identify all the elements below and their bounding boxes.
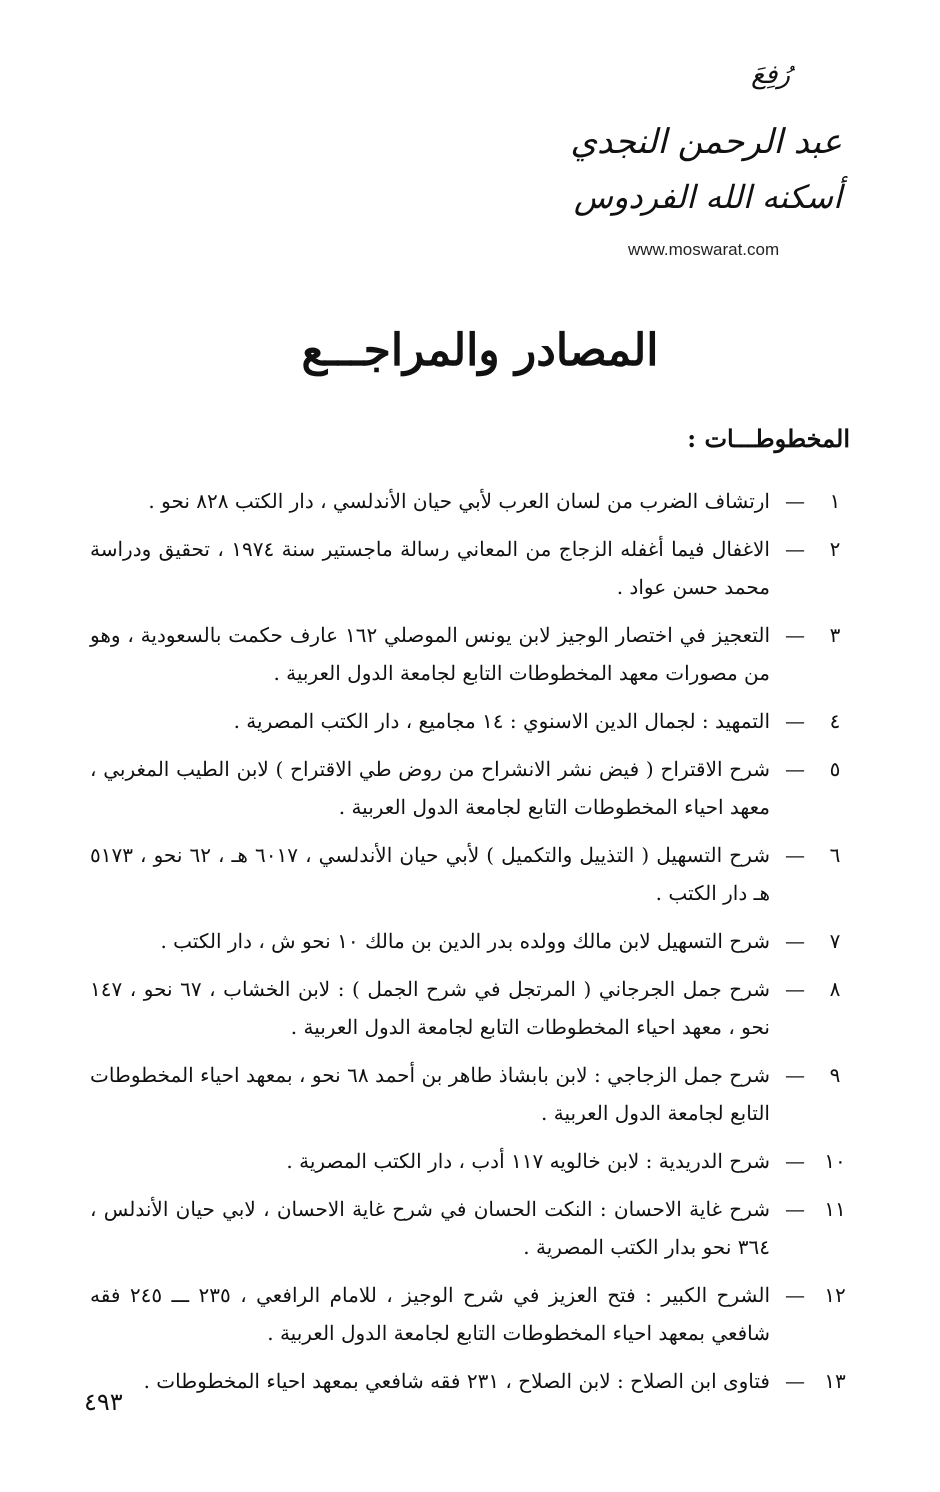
list-item [90,922,850,960]
entry-number: ٩ [829,1063,841,1087]
list-item [90,1056,850,1132]
list-item [90,750,850,826]
entry-text: شرح جمل الجرجاني ( المرتجل في شرح الجمل ) : لابن الخشاب ، ٦٧ نحو ، ١٤٧ نحو ، معهد احياء المخطوطات التابع لجامعة الدول العربية . [90,977,770,1039]
list-item [90,702,850,740]
entry-number: ١ [829,489,841,513]
entry-number: ٤ [829,709,841,733]
list-item [90,1362,850,1400]
entry-number: ١١ [824,1197,846,1221]
manuscript-list [90,482,850,1410]
entry-dash: — [785,1197,805,1221]
entry-dash: — [785,1063,805,1087]
page-title: المصادر والمراجـــع [301,325,659,376]
entry-text: الشرح الكبير : فتح العزيز في شرح الوجيز ، للامام الرافعي ، ٢٣٥ ـــ ٢٤٥ فقه شافعي بمعهد احياء المخطوطات التابع لجامعة الدول العربية . [90,1283,770,1345]
entry-text: شرح جمل الزجاجي : لابن بابشاذ طاهر بن أحمد ٦٨ نحو ، بمعهد احياء المخطوطات التابع لجامعة الدول العربية . [90,1063,770,1125]
entry-dash: — [785,929,805,953]
stamp-name-line: عبد الرحمن النجدي [570,122,842,162]
entry-number: ٦ [829,843,841,867]
entry-number: ٢ [829,537,841,561]
entry-text: التمهيد : لجمال الدين الاسنوي : ١٤ مجاميع ، دار الكتب المصرية . [233,709,770,733]
section-heading: المخطوطـــات : [687,424,850,453]
stamp-website: www.moswarat.com [628,240,780,259]
entry-number: ٧ [829,929,841,953]
list-item [90,530,850,606]
stamp-prayer-line: أسكنه الله الفردوس [573,178,842,216]
list-item [90,1190,850,1266]
entry-text: الاغفال فيما أغفله الزجاج من المعاني رسالة ماجستير سنة ١٩٧٤ ، تحقيق ودراسة محمد حسن عواد . [90,537,770,599]
entry-dash: — [785,1149,805,1173]
entry-dash: — [785,1369,805,1393]
entry-number: ١٠ [824,1149,846,1173]
entry-dash: — [785,1283,805,1307]
entry-text: شرح التسهيل لابن مالك وولده بدر الدين بن مالك ١٠ نحو ش ، دار الكتب . [160,929,770,953]
entry-text: ارتشاف الضرب من لسان العرب لأبي حيان الأندلسي ، دار الكتب ٨٢٨ نحو . [148,489,770,513]
list-item [90,1276,850,1352]
stamp-raf-text: رُفِعَ [751,60,790,90]
entry-text: شرح الدريدية : لابن خالويه ١١٧ أدب ، دار الكتب المصرية . [286,1149,770,1173]
list-item [90,482,850,520]
entry-number: ١٢ [824,1283,846,1307]
list-item [90,836,850,912]
seal-stamp [570,60,850,260]
list-item [90,1142,850,1180]
entry-number: ٥ [829,757,841,781]
entry-text: شرح الاقتراح ( فيض نشر الانشراح من روض طي الاقتراح ) لابن الطيب المغربي ، معهد احياء المخطوطات التابع لجامعة الدول العربية . [90,757,770,819]
entry-text: فتاوى ابن الصلاح : لابن الصلاح ، ٢٣١ فقه شافعي بمعهد احياء المخطوطات . [143,1369,770,1393]
entry-dash: — [785,489,805,513]
entry-dash: — [785,623,805,647]
entry-dash: — [785,537,805,561]
entry-number: ١٣ [824,1369,846,1393]
entry-dash: — [785,977,805,1001]
entry-text: التعجيز في اختصار الوجيز لابن يونس الموصلي ١٦٢ عارف حكمت بالسعودية ، وهو من مصورات معهد المخطوطات التابع لجامعة الدول العربية . [90,623,770,685]
entry-dash: — [785,843,805,867]
entry-text: شرح التسهيل ( التذييل والتكميل ) لأبي حيان الأندلسي ، ٦٠١٧ هـ ، ٦٢ نحو ، ٥١٧٣ هـ دار الكتب . [90,843,770,905]
entry-dash: — [785,757,805,781]
entry-number: ٣ [829,623,841,647]
list-item [90,616,850,692]
entry-number: ٨ [829,977,841,1001]
page-number: ٤٩٣ [84,1388,123,1416]
entry-dash: — [785,709,805,733]
list-item [90,970,850,1046]
entry-text: شرح غاية الاحسان : النكت الحسان في شرح غاية الاحسان ، لابي حيان الأندلس ، ٣٦٤ نحو بدار الكتب المصرية . [90,1197,770,1259]
